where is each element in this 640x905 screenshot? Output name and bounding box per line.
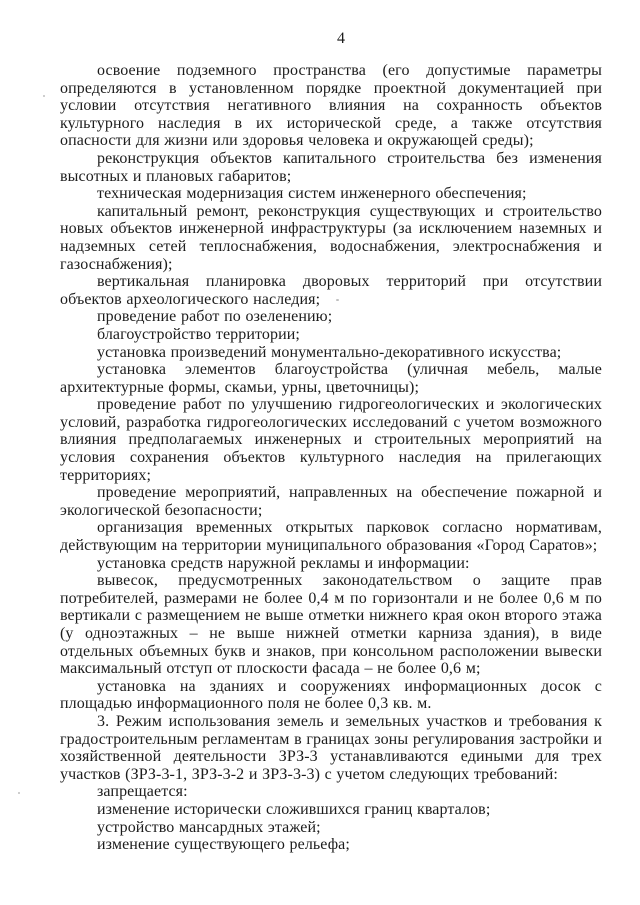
paragraph: устройство мансардных этажей; xyxy=(97,818,321,836)
paragraph: техническая модернизация систем инженерного обеспечения; xyxy=(97,185,527,203)
page-content xyxy=(60,30,602,854)
paragraph: организация временных открытых парковок согласно нормативам, действующим на территории муниципального образования «Город Саратов»; xyxy=(60,519,602,555)
scan-speck xyxy=(43,95,45,97)
paragraph: освоение подземного пространства (его допустимые параметры определяются в установленном порядке проектной документацией при условии отсутствия негативного влияния на сохранность объектов культурного наследия в их исторической среде, а также отсутствия опасности для жизни или здоровья человека и окружающей среды); xyxy=(60,62,602,150)
page-number: 4 xyxy=(337,30,345,47)
paragraph: установка средств наружной рекламы и информации: xyxy=(97,554,470,572)
paragraph: изменение исторически сложившихся границ кварталов; xyxy=(97,800,491,818)
paragraph: благоустройство территории; xyxy=(97,325,300,343)
paragraph: проведение работ по озеленению; xyxy=(97,308,333,326)
scan-speck xyxy=(18,792,20,794)
paragraph: вывесок, предусмотренных законодательством о защите прав потребителей, размерами не более 0,4 м по горизонтали и не более 0,6 м по вертикали с размещением не выше отметки нижнего края окон второго этажа (у одноэтажных – не выше нижней отметки карниза здания), в виде отдельных объемных букв и знаков, при консольном расположении вывески максимальный отступ от плоскости фасада – не более 0,6 м; xyxy=(60,572,602,678)
paragraph: установка элементов благоустройства (уличная мебель, малые архитектурные формы, скамьи, урны, цветочницы); xyxy=(60,361,602,396)
paragraph: установка на зданиях и сооружениях информационных досок с площадью информационного поля не более 0,3 кв. м. xyxy=(60,677,602,713)
paragraph: проведение мероприятий, направленных на обеспечение пожарной и экологической безопасности; xyxy=(60,484,602,519)
paragraph: изменение существующего рельефа; xyxy=(97,836,350,854)
paragraph: 3. Режим использования земель и земельных участков и требования к градостроительным регламентам в границах зоны регулирования застройки и хозяйственной деятельности ЗРЗ-3 устанавливаются едиными для трех участков (ЗРЗ-3-1, ЗРЗ-3-2 и ЗРЗ-3-3) с учетом следующих требований: xyxy=(60,712,602,783)
paragraph: запрещается: xyxy=(97,783,188,801)
paragraph: вертикальная планировка дворовых территорий при отсутствии объектов археологического наследия; xyxy=(60,273,602,308)
paragraph: капитальный ремонт, реконструкция существующих и строительство новых объектов инженерной инфраструктуры (за исключением наземных и надземных сетей теплоснабжения, водоснабжения, электроснабжения и газоснабжения); xyxy=(60,202,602,273)
paragraphs xyxy=(60,62,602,854)
paragraph: проведение работ по улучшению гидрогеологических и экологических условий, разработка гидрогеологических исследований с учетом возможного влияния предполагаемых инженерных и строительных мероприятий на условия сохранения объектов культурного наследия на прилегающих территориях; xyxy=(60,396,602,484)
paragraph: установка произведений монументально-декоративного искусства; xyxy=(97,343,562,361)
paragraph: реконструкция объектов капитального строительства без изменения высотных и плановых габаритов; xyxy=(60,149,602,185)
